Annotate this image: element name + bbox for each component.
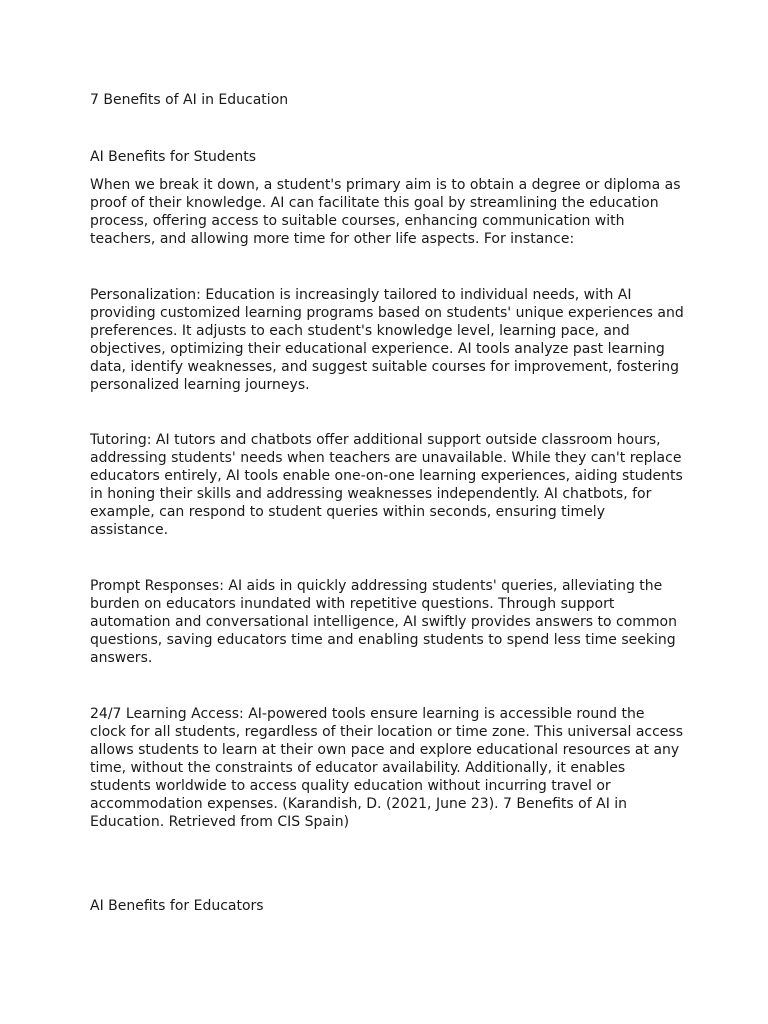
paragraph-line: preferences. It adjusts to each student's knowledge level, learning pace, and	[90, 323, 630, 339]
paragraph-line: students worldwide to access quality education without incurring travel or	[90, 778, 611, 794]
paragraph-line: data, identify weaknesses, and suggest suitable courses for improvement, fostering	[90, 359, 680, 375]
section-heading-educators	[90, 897, 690, 915]
paragraph-line: proof of their knowledge. AI can facilitate this goal by streamlining the education	[90, 195, 659, 211]
paragraph-line: questions, saving educators time and enabling students to spend less time seeking	[90, 632, 676, 648]
personalization-paragraph	[90, 286, 690, 394]
paragraph-line: teachers, and allowing more time for other life aspects. For instance:	[90, 231, 575, 247]
title-text: 7 Benefits of AI in Education	[90, 92, 289, 108]
document-title	[90, 91, 690, 109]
paragraph-line: process, offering access to suitable courses, enhancing communication with	[90, 213, 625, 229]
section-heading-students	[90, 148, 690, 166]
paragraph-line: educators entirely, AI tools enable one-on-one learning experiences, aiding students	[90, 468, 683, 484]
paragraph-line: providing customized learning programs based on students' unique experiences and	[90, 305, 684, 321]
paragraph-line: accommodation expenses. (Karandish, D. (2021, June 23). 7 Benefits of AI in	[90, 796, 628, 812]
paragraph-line: personalized learning journeys.	[90, 377, 310, 393]
paragraph-line: assistance.	[90, 522, 169, 538]
paragraph-line: Prompt Responses: AI aids in quickly addressing students' queries, alleviating the	[90, 578, 663, 594]
paragraph-line: Tutoring: AI tutors and chatbots offer additional support outside classroom hours,	[90, 432, 661, 448]
paragraph-line: burden on educators inundated with repetitive questions. Through support	[90, 596, 615, 612]
prompt-responses-paragraph	[90, 577, 690, 667]
section-heading-text: AI Benefits for Educators	[90, 898, 264, 914]
paragraph-line: in honing their skills and addressing weaknesses independently. AI chatbots, for	[90, 486, 652, 502]
paragraph-line: addressing students' needs when teachers are unavailable. While they can't replace	[90, 450, 682, 466]
paragraph-line: Education. Retrieved from CIS Spain)	[90, 814, 350, 830]
paragraph-line: 24/7 Learning Access: AI-powered tools ensure learning is accessible round the	[90, 706, 645, 722]
paragraph-line: time, without the constraints of educator availability. Additionally, it enables	[90, 760, 626, 776]
tutoring-paragraph	[90, 431, 690, 539]
section-heading-text: AI Benefits for Students	[90, 149, 257, 165]
paragraph-line: clock for all students, regardless of their location or time zone. This universal access	[90, 724, 683, 740]
intro-paragraph	[90, 176, 690, 248]
paragraph-line: objectives, optimizing their educational experience. AI tools analyze past learning	[90, 341, 665, 357]
paragraph-line: example, can respond to student queries within seconds, ensuring timely	[90, 504, 605, 520]
learning-access-paragraph	[90, 705, 690, 831]
paragraph-line: automation and conversational intelligence, AI swiftly provides answers to common	[90, 614, 677, 630]
paragraph-line: answers.	[90, 650, 153, 666]
paragraph-line: allows students to learn at their own pace and explore educational resources at any	[90, 742, 680, 758]
paragraph-line: When we break it down, a student's primary aim is to obtain a degree or diploma as	[90, 177, 681, 193]
paragraph-line: Personalization: Education is increasingly tailored to individual needs, with AI	[90, 287, 632, 303]
